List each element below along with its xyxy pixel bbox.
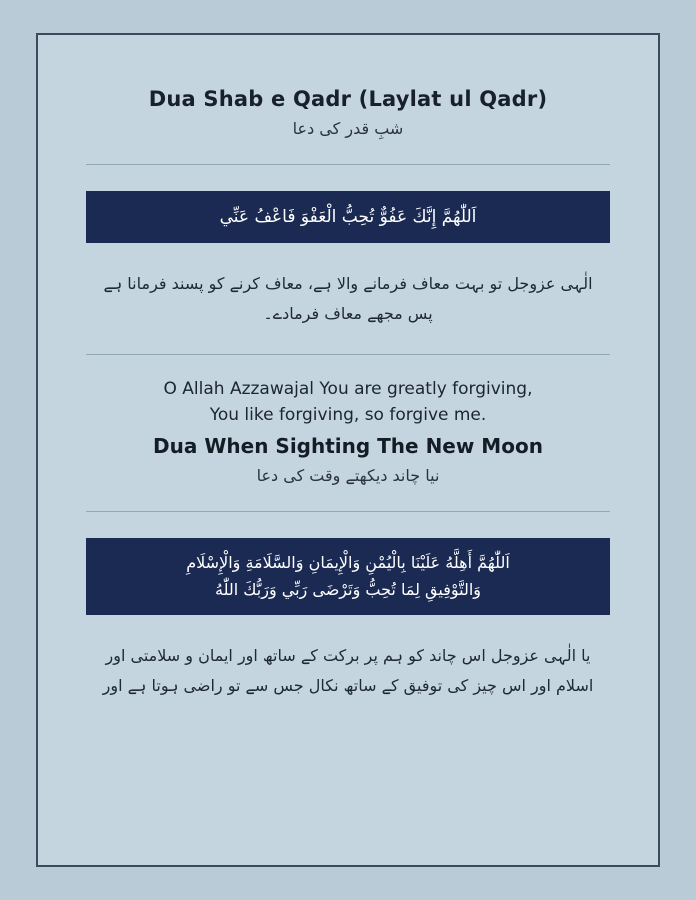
title-block xyxy=(86,35,610,138)
arabic-dua-1: اَللّٰهُمَّ إِنَّكَ عَفُوٌّ تُحِبُّ الْعَفْوَ فَاعْفُ عَنِّي xyxy=(86,191,610,243)
english-translation-line-1: O Allah Azzawajal You are greatly forgiving, xyxy=(163,379,533,400)
divider-bottom xyxy=(86,511,610,512)
english-translation-line-2: You like forgiving, so forgive me. xyxy=(209,404,487,425)
document-content xyxy=(38,35,658,700)
arabic-dua-2-line-1: اَللّٰهُمَّ أَهِلَّهُ عَلَيْنَا بِالْيُمْنِ وَالْإِيمَانِ وَالسَّلَامَةِ وَالْإِسْلَامِ xyxy=(186,553,510,573)
urdu-translation-1: الٰہی عزوجل تو بہت معاف فرمانے والا ہے، معاف کرنے کو پسند فرمانا ہے پس مجھے معاف فرمادے۔ xyxy=(103,274,593,323)
page-title: Dua Shab e Qadr (Laylat ul Qadr) xyxy=(148,87,548,111)
divider-top xyxy=(86,164,610,165)
arabic-dua-2 xyxy=(86,538,610,615)
page-title-urdu: شبِ قدر کی دعا xyxy=(292,119,404,138)
arabic-dua-2-line-2: وَالتَّوْفِيقِ لِمَا تُحِبُّ وَتَرْضَى رَبِّي وَرَبُّكَ اللّٰهُ xyxy=(215,579,481,599)
divider-middle xyxy=(86,354,610,355)
section-title-2: Dua When Sighting The New Moon xyxy=(153,434,543,459)
urdu-translation-2: یا الٰہی عزوجل اس چاند کو ہم پر برکت کے ساتھ اور ایمان و سلامتی اور اسلام اور اس چیز کی توفیق کے ساتھ نکال جس سے تو راضی ہوتا ہے اور xyxy=(102,646,594,695)
section-title-2-urdu: نیا چاند دیکھتے وقت کی دعا xyxy=(256,466,440,486)
document-sheet xyxy=(36,33,660,867)
